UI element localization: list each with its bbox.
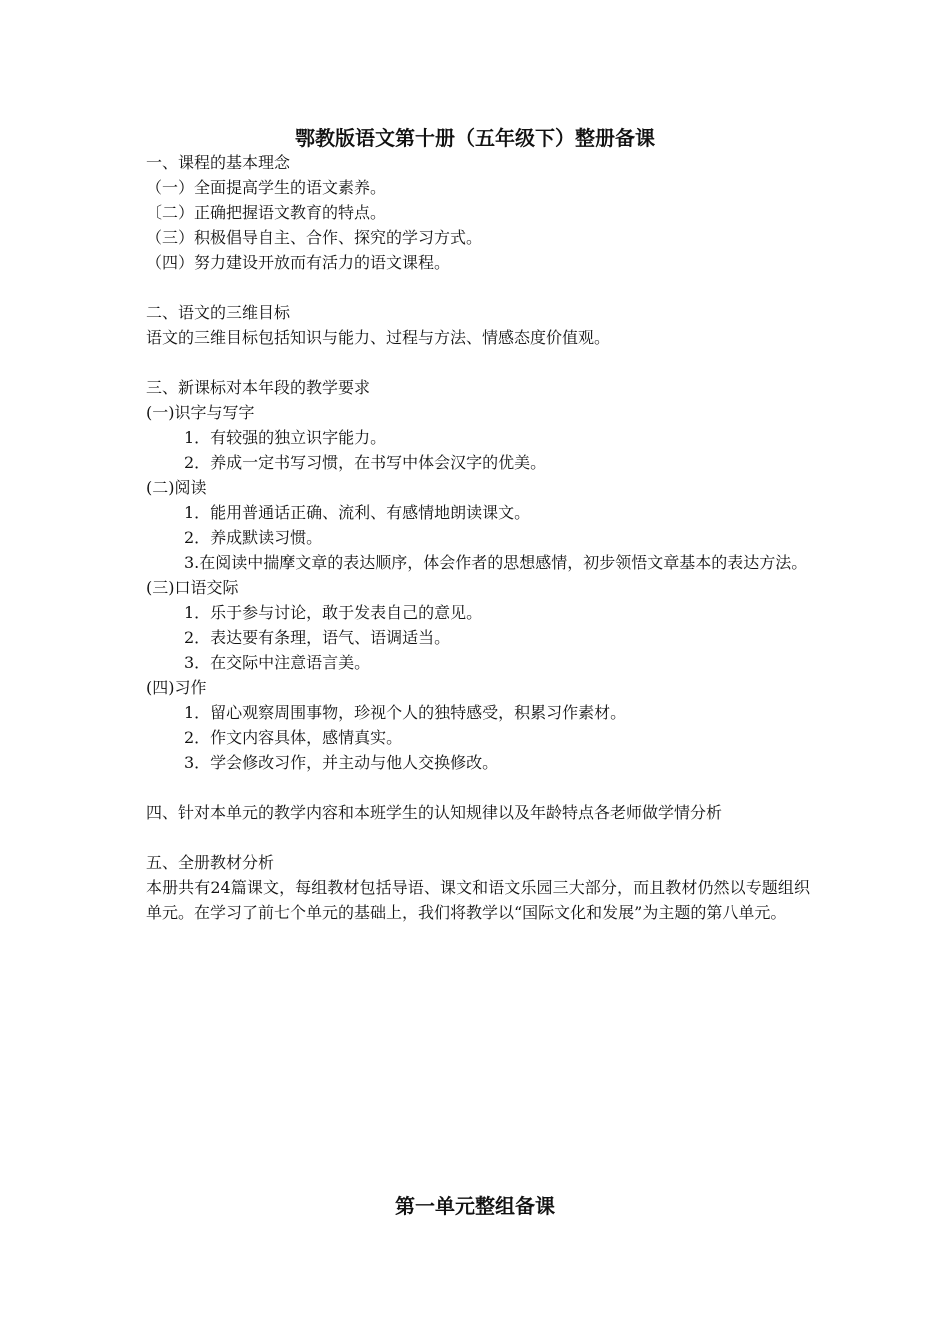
section5-text: 本册共有24篇课文，每组教材包括导语、课文和语文乐园三大部分，而且教材仍然以专题组织单元。在学习了前七个单元的基础上，我们将教学以“国际文化和发展”为主题的第八单元。	[146, 878, 810, 922]
list-item: 2．养成默读习惯。	[184, 528, 323, 547]
subsection-label: (三)口语交际	[146, 578, 239, 597]
document-title: 鄂教版语文第十册（五年级下）整册备课	[295, 126, 655, 150]
spacer	[146, 350, 810, 375]
list-item: 3.在阅读中揣摩文章的表达顺序，体会作者的思想感情，初步领悟文章基本的表达方法。	[184, 553, 808, 572]
list-item: 1．能用普通话正确、流利、有感情地朗读课文。	[184, 503, 531, 522]
spacer	[146, 275, 810, 300]
list-item: 2．表达要有条理，语气、语调适当。	[184, 628, 451, 647]
list-item: 1．留心观察周围事物，珍视个人的独特感受，积累习作素材。	[184, 703, 627, 722]
section1-item: （一）全面提高学生的语文素养。	[146, 178, 387, 197]
list-item: 2．作文内容具体，感情真实。	[184, 728, 403, 747]
list-item: 1．乐于参与讨论，敢于发表自己的意见。	[184, 603, 483, 622]
section1-item: （四）努力建设开放而有活力的语文课程。	[146, 253, 451, 272]
subsection-label: (一)识字与写字	[146, 403, 255, 422]
unit-title: 第一单元整组备课	[395, 1194, 555, 1218]
subsection-label: (二)阅读	[146, 478, 207, 497]
spacer	[146, 775, 810, 800]
subsection-label: (四)习作	[146, 678, 207, 697]
spacer	[146, 825, 810, 850]
section2-text: 语文的三维目标包括知识与能力、过程与方法、情感态度价值观。	[146, 328, 611, 347]
section5-heading: 五、全册教材分析	[146, 853, 275, 872]
list-item: 3．学会修改习作，并主动与他人交换修改。	[184, 753, 499, 772]
section1-heading: 一、课程的基本理念	[146, 153, 291, 172]
section2-heading: 二、语文的三维目标	[146, 303, 291, 322]
list-item: 2．养成一定书写习惯，在书写中体会汉字的优美。	[184, 453, 547, 472]
list-item: 1．有较强的独立识字能力。	[184, 428, 387, 447]
document-body	[146, 150, 810, 925]
section1-item: 〔二）正确把握语文教育的特点。	[146, 203, 387, 222]
section1-item: （三）积极倡导自主、合作、探究的学习方式。	[146, 228, 483, 247]
section3-heading: 三、新课标对本年段的教学要求	[146, 378, 371, 397]
list-item: 3．在交际中注意语言美。	[184, 653, 371, 672]
section4-text: 四、针对本单元的教学内容和本班学生的认知规律以及年龄特点各老师做学情分析	[146, 803, 723, 822]
